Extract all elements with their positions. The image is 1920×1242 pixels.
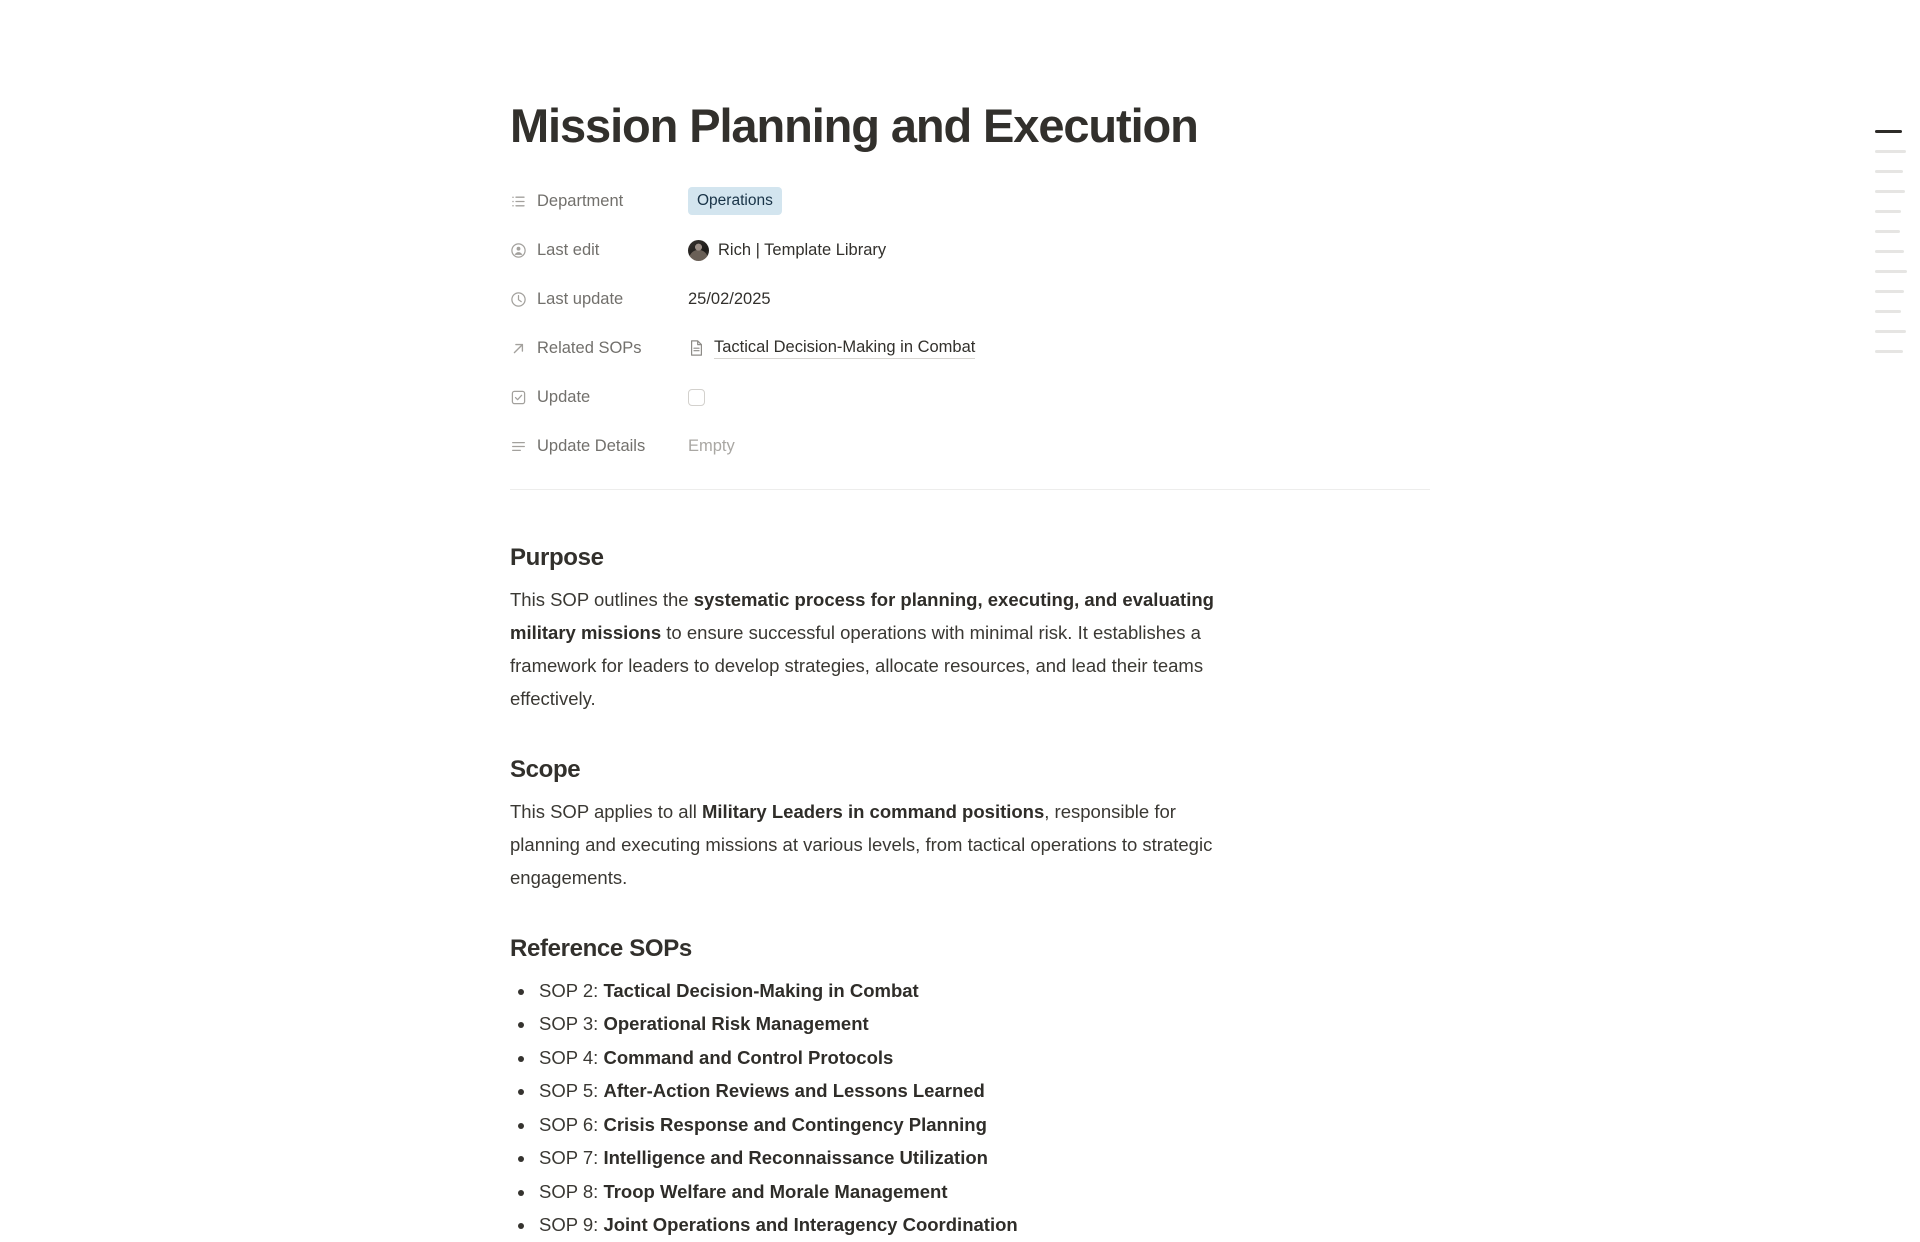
list-item	[510, 1074, 1430, 1108]
section-reference-sops	[510, 935, 1430, 1242]
outline-item[interactable]	[1875, 250, 1904, 253]
date-value: 25/02/2025	[688, 289, 771, 308]
text-run-bold: Military Leaders in command positions	[701, 800, 1045, 822]
property-label-update-details	[510, 438, 688, 455]
clock-icon	[510, 291, 527, 308]
sop-prefix: SOP 2:	[539, 979, 604, 1001]
sop-title: Troop Welfare and Morale Management	[603, 1180, 948, 1202]
avatar	[688, 240, 709, 261]
list-item	[510, 1041, 1430, 1075]
list-item	[510, 1007, 1430, 1041]
property-row-department[interactable]	[510, 177, 1430, 226]
page-title: Mission Planning and Execution	[510, 99, 1198, 152]
sop-title: After-Action Reviews and Lessons Learned	[603, 1080, 985, 1102]
property-label-text: Update	[537, 387, 591, 406]
arrow-up-right-icon	[510, 340, 527, 357]
sop-prefix: SOP 3:	[539, 1013, 604, 1035]
sop-prefix: SOP 7:	[539, 1147, 604, 1169]
outline-item[interactable]	[1875, 310, 1901, 313]
reference-sop-list	[510, 974, 1430, 1242]
property-label-text: Last update	[537, 289, 624, 308]
text-run: , responsible for planning and executing missions at various levels, from tactical operations to strategic engagements.	[510, 800, 1213, 888]
list-item	[510, 974, 1430, 1008]
property-label-text: Last edit	[537, 240, 600, 259]
property-row-last-update[interactable]	[510, 275, 1430, 324]
person-chip[interactable]	[688, 240, 886, 261]
outline-item[interactable]	[1875, 210, 1901, 213]
text-lines-icon	[510, 438, 527, 455]
section-heading-scope: Scope	[510, 755, 581, 783]
list-item	[510, 1141, 1430, 1175]
property-label-update	[510, 389, 688, 406]
section-paragraph-scope	[510, 795, 1250, 894]
update-details-placeholder: Empty	[688, 436, 735, 455]
person-circle-icon	[510, 242, 527, 259]
sop-prefix: SOP 5:	[539, 1080, 604, 1102]
outline-item[interactable]	[1875, 190, 1905, 193]
list-item	[510, 1175, 1430, 1209]
property-row-update[interactable]	[510, 373, 1430, 422]
text-run-bold: systematic process for planning, executing, and evaluating military missions	[510, 588, 1214, 643]
outline-item[interactable]	[1875, 290, 1904, 293]
outline-item[interactable]	[1875, 350, 1903, 353]
list-item	[510, 1208, 1430, 1242]
related-sop-link-text: Tactical Decision-Making in Combat	[714, 338, 975, 359]
outline-item[interactable]	[1875, 150, 1906, 153]
update-checkbox[interactable]	[688, 389, 705, 406]
property-row-last-edit[interactable]	[510, 226, 1430, 275]
property-label-related-sops	[510, 340, 688, 357]
sop-title: Intelligence and Reconnaissance Utilization	[603, 1147, 988, 1169]
sop-title: Joint Operations and Interagency Coordination	[603, 1214, 1018, 1236]
section-paragraph-purpose	[510, 583, 1250, 715]
header-divider	[510, 489, 1430, 490]
list-icon	[510, 193, 527, 210]
sop-title: Tactical Decision-Making in Combat	[603, 979, 919, 1001]
property-label-text: Update Details	[537, 436, 646, 455]
status-badge[interactable]: Operations	[688, 187, 782, 216]
outline-minimap[interactable]	[1875, 130, 1915, 370]
property-label-department	[510, 193, 688, 210]
list-item	[510, 1108, 1430, 1142]
outline-item[interactable]	[1875, 330, 1906, 333]
sop-title: Crisis Response and Contingency Planning	[603, 1113, 987, 1135]
property-label-text: Department	[537, 191, 624, 210]
sop-prefix: SOP 8:	[539, 1180, 604, 1202]
text-run: to ensure successful operations with minimal risk. It establishes a framework for leaders to develop strategies, allocate resources, and lead their teams effectively.	[510, 621, 1204, 709]
document-content	[510, 0, 1430, 1242]
section-scope	[510, 756, 1430, 894]
sop-prefix: SOP 6:	[539, 1113, 604, 1135]
property-value-update[interactable]	[688, 389, 705, 406]
text-run: This SOP applies to all	[510, 800, 702, 822]
text-run: This SOP outlines the	[510, 588, 694, 610]
property-value-department[interactable]	[688, 187, 782, 216]
property-row-update-details[interactable]	[510, 422, 1430, 471]
property-list	[510, 177, 1430, 471]
property-row-related-sops[interactable]	[510, 324, 1430, 373]
section-purpose	[510, 544, 1430, 715]
sop-title: Command and Control Protocols	[603, 1046, 894, 1068]
property-value-related-sops[interactable]	[688, 338, 975, 359]
checkbox-checked-icon	[510, 389, 527, 406]
property-value-last-edit[interactable]	[688, 240, 886, 261]
property-label-last-edit	[510, 242, 688, 259]
property-value-last-update[interactable]	[688, 290, 771, 309]
sop-title: Operational Risk Management	[603, 1013, 869, 1035]
outline-item-active[interactable]	[1875, 130, 1902, 133]
person-name: Rich | Template Library	[718, 240, 887, 259]
property-value-update-details[interactable]	[688, 437, 735, 456]
outline-item[interactable]	[1875, 270, 1907, 273]
property-label-last-update	[510, 291, 688, 308]
related-sop-link[interactable]	[688, 338, 975, 359]
page-icon	[688, 339, 705, 357]
outline-item[interactable]	[1875, 230, 1900, 233]
section-heading-reference-sops: Reference SOPs	[510, 934, 692, 962]
section-heading-purpose: Purpose	[510, 543, 604, 571]
outline-item[interactable]	[1875, 170, 1903, 173]
property-label-text: Related SOPs	[537, 338, 642, 357]
sop-prefix: SOP 4:	[539, 1046, 604, 1068]
document-body	[510, 544, 1430, 1242]
sop-prefix: SOP 9:	[539, 1214, 604, 1236]
